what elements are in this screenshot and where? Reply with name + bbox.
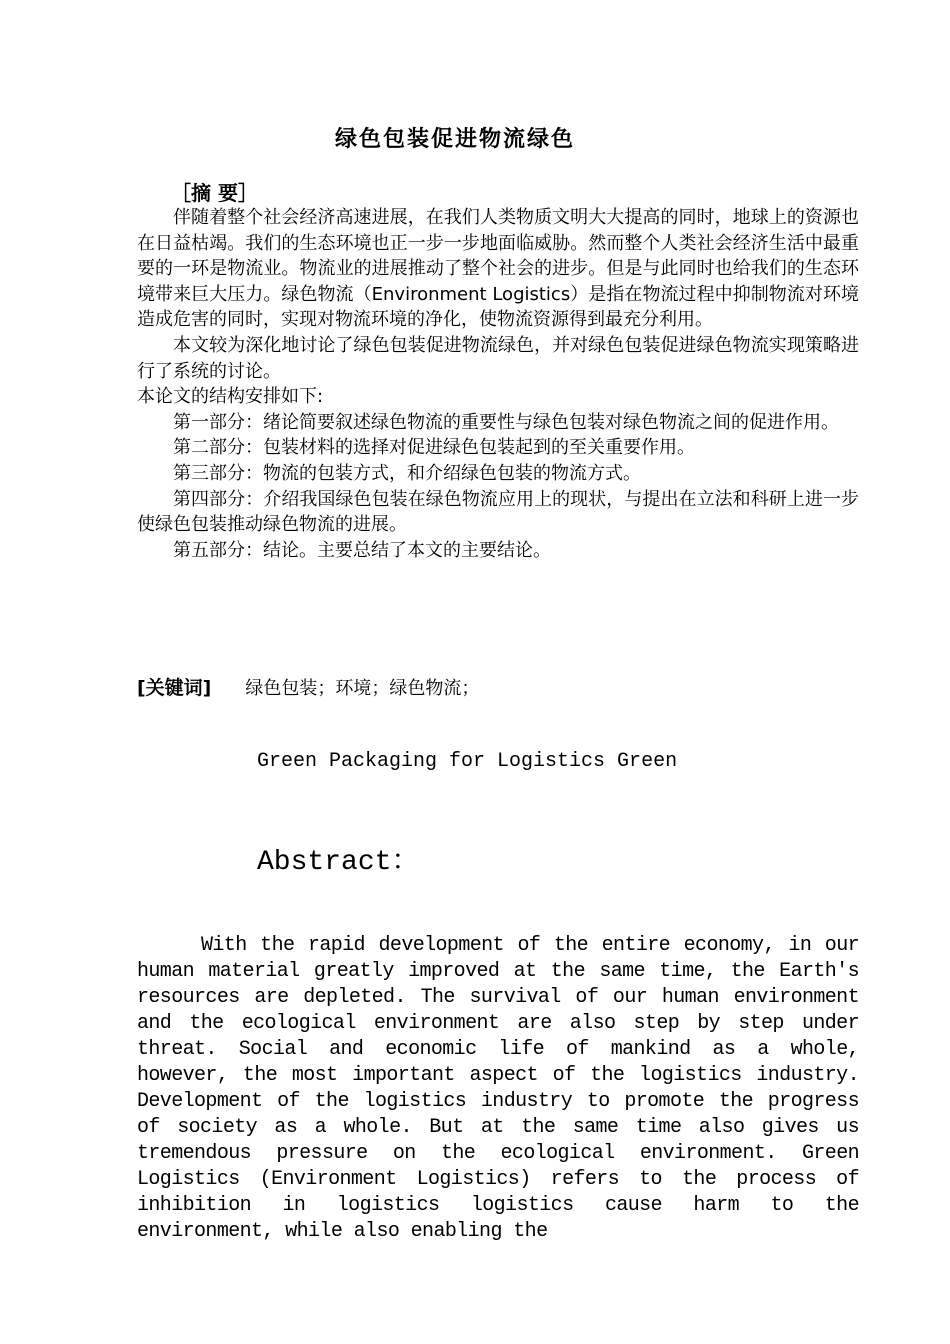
cn-paragraph: 本论文的结构安排如下:: [137, 386, 324, 408]
cn-paragraph: 第三部分：物流的包装方式，和介绍绿色包装的物流方式。: [173, 462, 641, 484]
chinese-abstract-body: [137, 205, 859, 563]
english-abstract-heading: Abstract：: [257, 847, 420, 878]
chinese-title: 绿色包装促进物流绿色: [334, 127, 575, 152]
cn-paragraph: 伴随着整个社会经济高速进展，在我们人类物质文明大大提高的同时，地球上的资源也在日益枯竭。我们的生态环境也正一步一步地面临威胁。然而整个人类社会经济生活中最重要的一环是物流业。物流业的进展推动了整个社会的进步。但是与此同时也给我们的生态环境带来巨大压力。绿色物流（Environment Logistics）是指在物流过程中抑制物流对环境造成危害的同时，实现对物流环境的净化，使物流资源得到最充分利用。: [137, 207, 859, 331]
cn-paragraph: 第五部分：结论。主要总结了本文的主要结论。: [173, 539, 551, 561]
keywords-values: 绿色包装；环境；绿色物流；: [245, 678, 480, 699]
keywords-line: [137, 673, 479, 700]
cn-paragraph: 第一部分：绪论简要叙述绿色物流的重要性与绿色包装对绿色物流之间的促进作用。: [173, 411, 839, 433]
cn-paragraph: 第四部分：介绍我国绿色包装在绿色物流应用上的现状，与提出在立法和科研上进一步使绿色包装推动绿色物流的进展。: [137, 488, 859, 536]
abstract-label-cn: ［摘 要］: [171, 181, 258, 205]
cn-paragraph: 本文较为深化地讨论了绿色包装促进物流绿色，并对绿色包装促进绿色物流实现策略进行了系统的讨论。: [137, 334, 859, 382]
cn-paragraph: 第二部分：包装材料的选择对促进绿色包装起到的至关重要作用。: [173, 437, 695, 459]
keywords-label: [关键词]: [137, 677, 212, 699]
english-abstract-body: With the rapid development of the entire economy, in our human material greatly improved at the same time, the Earth's resources are depleted. The survival of our human environment and the ecological environment are also step by step under threat. Social and economic life of mankind as a whole, however, the most important aspect of the logistics industry. Development of the logistics industry to promote the progress of society as a whole. But at the same time also gives us tremendous pressure on the ecological environment. Green Logistics (Environment Logistics) refers to the process of inhibition in logistics logistics cause harm to the environment, while also enabling the: [137, 934, 859, 1243]
english-title: Green Packaging for Logistics Green: [257, 750, 678, 773]
